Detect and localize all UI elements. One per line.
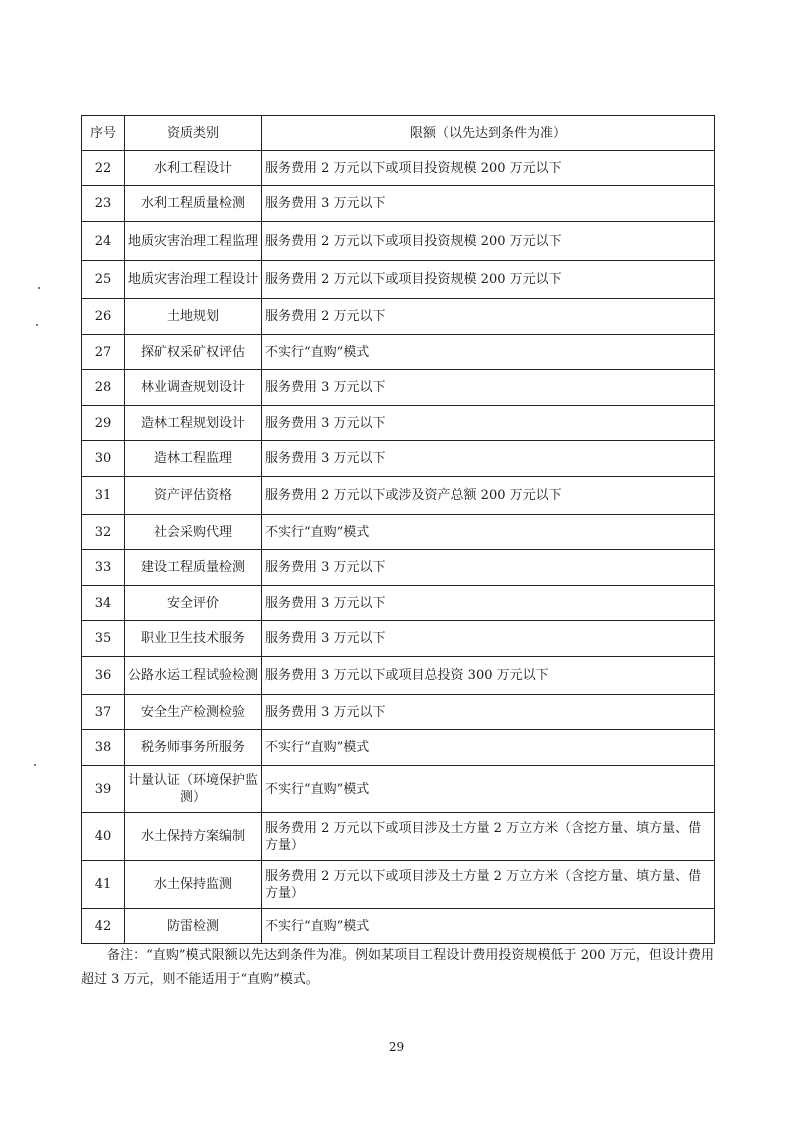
row-limit: 不实行“直购”模式 [262, 766, 715, 813]
row-limit: 服务费用 2 万元以下或项目投资规模 200 万元以下 [262, 151, 715, 186]
header-number: 序号 [82, 116, 125, 151]
qualification-limit-table [81, 115, 715, 944]
row-number: 36 [82, 657, 125, 695]
row-limit: 服务费用 3 万元以下 [262, 621, 715, 657]
row-number: 31 [82, 477, 125, 515]
row-number: 24 [82, 222, 125, 261]
row-limit: 服务费用 2 万元以下 [262, 299, 715, 335]
row-limit: 服务费用 3 万元以下 [262, 370, 715, 406]
row-number: 26 [82, 299, 125, 335]
row-limit: 服务费用 2 万元以下或项目投资规模 200 万元以下 [262, 222, 715, 261]
table-row [82, 151, 715, 186]
row-number: 27 [82, 335, 125, 370]
row-number: 34 [82, 586, 125, 621]
row-number: 32 [82, 515, 125, 550]
table-row [82, 335, 715, 370]
row-number: 23 [82, 186, 125, 222]
table-row [82, 730, 715, 766]
row-limit: 服务费用 2 万元以下或项目涉及土方量 2 万立方米（含挖方量、填方量、借方量） [262, 861, 715, 909]
table-row [82, 766, 715, 813]
row-number: 37 [82, 695, 125, 730]
scan-speck [34, 764, 36, 766]
row-limit: 服务费用 2 万元以下或涉及资产总额 200 万元以下 [262, 477, 715, 515]
table-row [82, 861, 715, 909]
row-category: 水利工程质量检测 [125, 186, 262, 222]
row-limit: 不实行“直购”模式 [262, 909, 715, 944]
row-category: 地质灾害治理工程监理 [125, 222, 262, 261]
row-limit: 服务费用 3 万元以下或项目总投资 300 万元以下 [262, 657, 715, 695]
row-category: 安全生产检测检验 [125, 695, 262, 730]
row-limit: 服务费用 2 万元以下或项目涉及土方量 2 万立方米（含挖方量、填方量、借方量） [262, 813, 715, 861]
row-category: 安全评价 [125, 586, 262, 621]
table-row [82, 441, 715, 477]
row-category: 水土保持方案编制 [125, 813, 262, 861]
row-category: 探矿权采矿权评估 [125, 335, 262, 370]
row-limit: 服务费用 3 万元以下 [262, 441, 715, 477]
row-category: 公路水运工程试验检测 [125, 657, 262, 695]
table-header-row [82, 116, 715, 151]
row-number: 39 [82, 766, 125, 813]
row-category: 造林工程监理 [125, 441, 262, 477]
table-row [82, 813, 715, 861]
table-row [82, 909, 715, 944]
row-number: 33 [82, 550, 125, 586]
row-number: 25 [82, 261, 125, 299]
row-number: 30 [82, 441, 125, 477]
row-limit: 不实行“直购”模式 [262, 515, 715, 550]
row-category: 计量认证（环境保护监测） [125, 766, 262, 813]
scan-speck [38, 287, 40, 289]
table-row [82, 261, 715, 299]
header-limit: 限额（以先达到条件为准） [262, 116, 715, 151]
row-limit: 不实行“直购”模式 [262, 335, 715, 370]
row-limit: 服务费用 3 万元以下 [262, 586, 715, 621]
remark-note: 备注：“直购”模式限额以先达到条件为准。例如某项目工程设计费用投资规模低于 200 万元，但设计费用超过 3 万元，则不能适用于“直购”模式。 [81, 948, 714, 987]
page-number: 29 [388, 1040, 405, 1054]
row-limit: 服务费用 2 万元以下或项目投资规模 200 万元以下 [262, 261, 715, 299]
table-row [82, 222, 715, 261]
row-limit: 不实行“直购”模式 [262, 730, 715, 766]
row-limit: 服务费用 3 万元以下 [262, 186, 715, 222]
row-number: 22 [82, 151, 125, 186]
scan-speck [36, 324, 38, 326]
row-category: 造林工程规划设计 [125, 406, 262, 441]
table-row [82, 370, 715, 406]
table-row [82, 515, 715, 550]
row-category: 资产评估资格 [125, 477, 262, 515]
table-row [82, 586, 715, 621]
table-row [82, 621, 715, 657]
row-number: 38 [82, 730, 125, 766]
row-category: 社会采购代理 [125, 515, 262, 550]
table-row [82, 406, 715, 441]
row-number: 29 [82, 406, 125, 441]
row-limit: 服务费用 3 万元以下 [262, 406, 715, 441]
table-row [82, 657, 715, 695]
row-category: 防雷检测 [125, 909, 262, 944]
row-number: 41 [82, 861, 125, 909]
row-number: 40 [82, 813, 125, 861]
row-category: 税务师事务所服务 [125, 730, 262, 766]
row-number: 35 [82, 621, 125, 657]
row-category: 林业调查规划设计 [125, 370, 262, 406]
table-row [82, 550, 715, 586]
row-category: 建设工程质量检测 [125, 550, 262, 586]
row-number: 42 [82, 909, 125, 944]
table-row [82, 477, 715, 515]
row-limit: 服务费用 3 万元以下 [262, 550, 715, 586]
row-category: 水利工程设计 [125, 151, 262, 186]
table-row [82, 695, 715, 730]
row-number: 28 [82, 370, 125, 406]
row-category: 土地规划 [125, 299, 262, 335]
row-category: 水土保持监测 [125, 861, 262, 909]
row-category: 职业卫生技术服务 [125, 621, 262, 657]
header-category: 资质类别 [125, 116, 262, 151]
table-row [82, 186, 715, 222]
row-category: 地质灾害治理工程设计 [125, 261, 262, 299]
table-row [82, 299, 715, 335]
row-limit: 服务费用 3 万元以下 [262, 695, 715, 730]
